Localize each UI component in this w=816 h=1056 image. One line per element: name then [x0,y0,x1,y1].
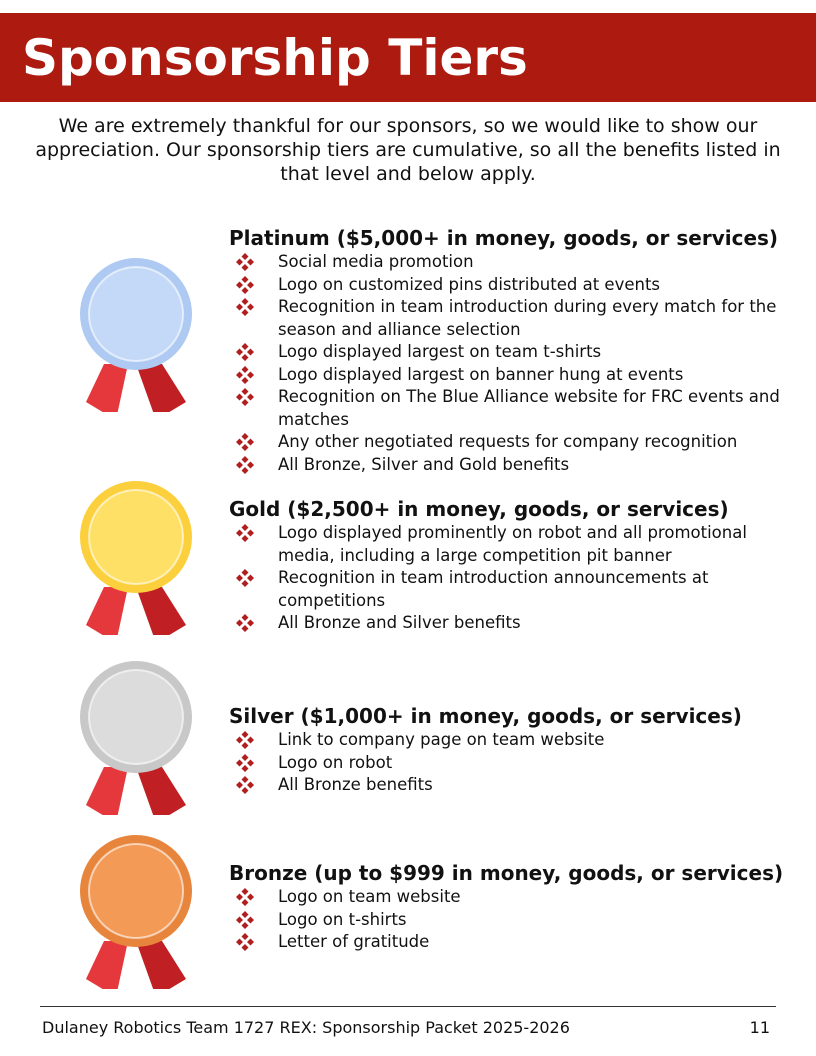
diamond-cluster-icon [234,364,256,386]
benefit-text: Logo on t-shirts [278,909,407,929]
footer-divider [40,1006,776,1007]
benefit-item [229,341,789,364]
tier-bronze [229,860,789,954]
tier-gold [229,496,789,635]
benefit-item [229,251,789,274]
diamond-cluster-icon [234,296,256,318]
benefit-text: Logo displayed largest on banner hung at events [278,364,684,384]
diamond-cluster-icon [234,567,256,589]
benefit-item [229,774,789,797]
tier-silver [229,703,789,797]
gold-medal-icon [78,475,194,635]
benefit-item [229,909,789,932]
benefit-text: Logo displayed largest on team t-shirts [278,342,602,361]
intro-paragraph: We are extremely thankful for our sponsors, so we would like to show our appreciation. Our sponsorship tiers are cumulative, so all the benefits listed in that level and below apply. [35,115,781,185]
diamond-cluster-icon [234,729,256,751]
benefit-text: Social media promotion [278,252,474,271]
diamond-cluster-icon [234,886,256,908]
benefit-text: Recognition in team introduction during every match for the season and alliance selection [278,297,777,339]
benefit-item [229,454,789,477]
diamond-cluster-icon [234,522,256,544]
benefit-list [229,886,789,954]
diamond-cluster-icon [234,431,256,453]
diamond-cluster-icon [234,774,256,796]
benefit-item [229,567,789,612]
benefit-item [229,431,789,454]
benefit-text: All Bronze and Silver benefits [278,613,521,632]
benefit-item [229,274,789,297]
diamond-cluster-icon [234,909,256,931]
benefit-item [229,364,789,387]
benefit-list [229,251,789,476]
page-title: Sponsorship Tiers [22,29,528,87]
benefit-text: Logo on customized pins distributed at events [278,274,661,294]
diamond-cluster-icon [234,931,256,953]
benefit-text: Letter of gratitude [278,932,430,951]
tier-heading: Silver ($1,000+ in money, goods, or services) [229,704,742,728]
benefit-text: Any other negotiated requests for company recognition [278,432,738,451]
header-bar [0,13,816,102]
benefit-text: Logo displayed prominently on robot and all promotional media, including a large competition pit banner [278,523,747,565]
tier-heading: Platinum ($5,000+ in money, goods, or services) [229,226,779,250]
silver-medal-icon [78,655,194,815]
benefit-item [229,522,789,567]
benefit-list [229,522,789,635]
tier-heading: Bronze (up to $999 in money, goods, or services) [229,861,784,885]
benefit-text: Logo on team website [278,887,461,906]
tier-platinum [229,225,789,476]
benefit-item [229,931,789,954]
platinum-medal-icon [78,252,194,412]
diamond-cluster-icon [234,454,256,476]
bronze-medal-icon [78,829,194,989]
benefit-item [229,386,789,431]
diamond-cluster-icon [234,341,256,363]
benefit-text: Logo on robot [278,752,393,772]
benefit-text: All Bronze, Silver and Gold benefits [278,454,570,474]
diamond-cluster-icon [234,274,256,296]
benefit-list [229,729,789,797]
benefit-text: Link to company page on team website [278,730,605,749]
benefit-item [229,886,789,909]
benefit-text: All Bronze benefits [278,775,433,794]
diamond-cluster-icon [234,612,256,634]
diamond-cluster-icon [234,251,256,273]
benefit-item [229,752,789,775]
footer-text: Dulaney Robotics Team 1727 REX: Sponsorship Packet 2025-2026 [42,1018,570,1037]
diamond-cluster-icon [234,752,256,774]
page-number: 11 [749,1018,770,1037]
benefit-item [229,612,789,635]
benefit-item [229,296,789,341]
tier-heading: Gold ($2,500+ in money, goods, or services) [229,497,729,521]
benefit-item [229,729,789,752]
benefit-text: Recognition in team introduction announcements at competitions [278,568,709,610]
diamond-cluster-icon [234,386,256,408]
benefit-text: Recognition on The Blue Alliance website for FRC events and matches [278,387,780,429]
